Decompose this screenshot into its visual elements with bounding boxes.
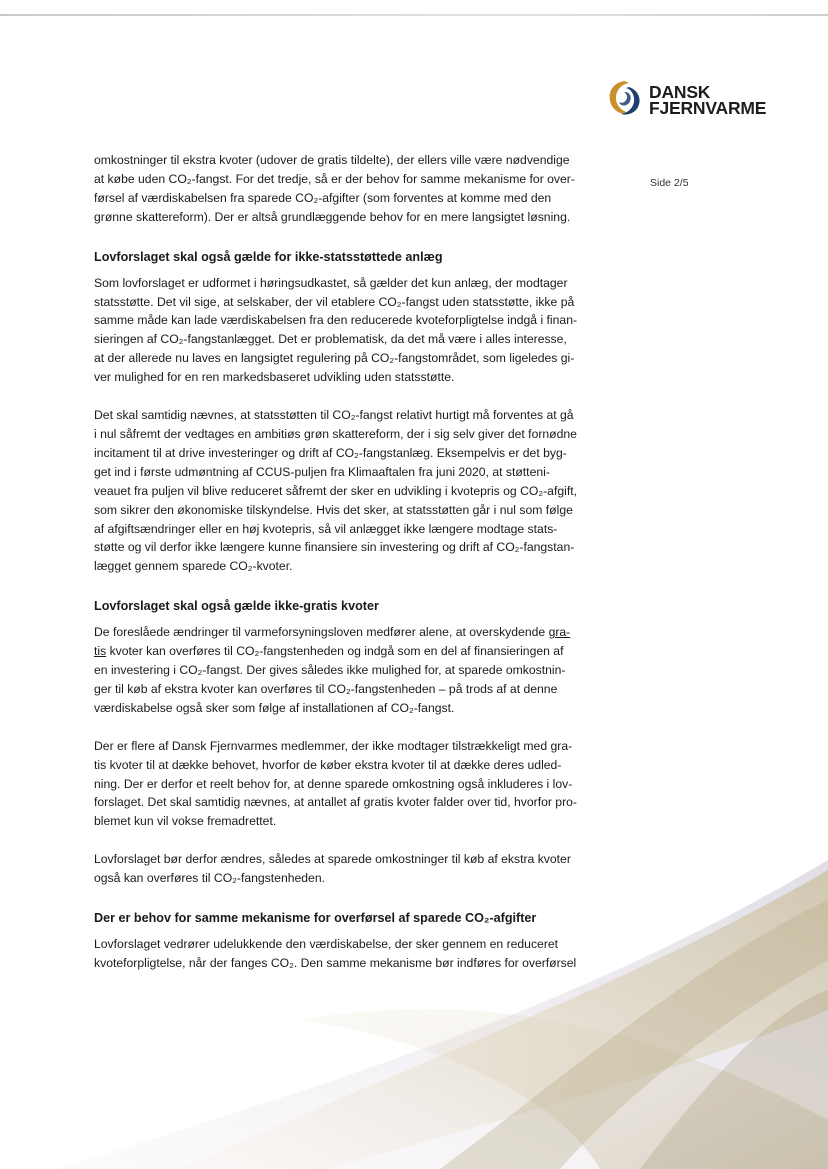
text-line: De foreslåede ændringer til varmeforsyningsloven medfører alene, at overskydende	[94, 625, 549, 640]
text-line: at købe uden CO₂-fangst. For det tredje, så er der behov for samme mekanisme for over-	[94, 171, 575, 186]
paragraph-co2-afgifter	[94, 935, 624, 973]
text-line: Lovforslaget bør derfor ændres, således at sparede omkostninger til køb af ekstra kvoter	[94, 852, 571, 867]
text-line: Lovforslaget vedrører udelukkende den værdiskabelse, der sker gennem en reduceret	[94, 937, 559, 952]
dansk-fjernvarme-logo	[605, 78, 775, 118]
text-line: sieringen af CO₂-fangstanlægget. Det er problematisk, da det må være i alles interesse,	[94, 332, 567, 347]
text-line: blemet kun vil vokse fremadrettet.	[94, 814, 277, 829]
text-line: ger til køb af ekstra kvoter kan overføres til CO₂-fangstenheden – på trods af at denne	[94, 681, 558, 696]
text-line: statsstøtte. Det vil sige, at selskaber, der vil etablere CO₂-fangst uden statsstøtte, ikke på	[94, 294, 575, 309]
text-line: i nul såfremt der vedtages en ambitiøs grøn skattereform, der i sig selv giver det fornødne	[94, 426, 577, 441]
text-line: omkostninger til ekstra kvoter (udover de gratis tildelte), der ellers ville være nødvendige	[94, 153, 570, 167]
text-line: Det skal samtidig nævnes, at statsstøtten til CO₂-fangst relativt hurtigt må forventes at gå	[94, 408, 574, 423]
text-line: værdiskabelse også sker som følge af installationen af CO₂-fangst.	[94, 700, 455, 715]
page-number: Side 2/5	[650, 177, 689, 189]
text-line: get ind i første udmøntning af CCUS-puljen fra Klimaaftalen fra juni 2020, at støtteni-	[94, 464, 550, 479]
text-line: kvoteforpligtelse, når der fanges CO₂. Den samme mekanisme bør indføres for overførsel	[94, 956, 577, 970]
paragraph-medlemmer	[94, 737, 624, 832]
text-line: incitament til at drive investeringer og drift af CO₂-fangstanlæg. Eksempelvis er det byg-	[94, 445, 567, 460]
text-line: Der er flere af Dansk Fjernvarmes medlemmer, der ikke modtager tilstrækkeligt med gra-	[94, 738, 573, 753]
text-line: grønne skattereform). Der er altså grundlæggende behov for en mere langsigtet løsning.	[94, 209, 571, 224]
text-line: støtte og vil derfor ikke længere kunne finansiere sin investering og drift af CO₂-fangstan-	[94, 540, 575, 555]
text-line: ning. Der er derfor et reelt behov for, at denne sparede omkostning også inkluderes i lov-	[94, 776, 573, 791]
dansk-fjernvarme-swirl-icon	[605, 78, 645, 118]
text-line: tis kvoter til at dække behovet, hvorfor de køber ekstra kvoter til at dække deres udled-	[94, 757, 562, 772]
logo-text-line2: FJERNVARME	[649, 98, 767, 118]
text-line: en investering i CO₂-fangst. Der gives således ikke mulighed for, at sparede omkostnin-	[94, 663, 566, 678]
paragraph-intro	[94, 151, 624, 227]
section-heading-co2-afgifter: Der er behov for samme mekanisme for overførsel af sparede CO₂-afgifter	[94, 911, 537, 926]
text-line: også kan overføres til CO₂-fangstenheden.	[94, 871, 325, 886]
text-line: samme måde kan lade værdiskabelsen fra den reducerede kvoteforpligtelse indgå i finan-	[94, 313, 578, 328]
logo-text-line1: DANSK	[649, 82, 711, 102]
paragraph-skattereform	[94, 406, 624, 576]
paragraph-gratis-kvoter	[94, 623, 624, 718]
paragraph-aendring	[94, 850, 624, 888]
text-line: lægget gennem sparede CO₂-kvoter.	[94, 559, 293, 574]
text-line: Som lovforslaget er udformet i høringsudkastet, så gælder det kun anlæg, der modtager	[94, 275, 568, 290]
text-line: forslaget. Det skal samtidig nævnes, at antallet af gratis kvoter falder over tid, hvorfor pro-	[94, 795, 577, 810]
text-line: at der allerede nu laves en langsigtet regulering på CO₂-fangstområdet, som ligeledes gi-	[94, 351, 575, 366]
section-heading-ikke-gratis-kvoter: Lovforslaget skal også gælde ikke-gratis kvoter	[94, 599, 379, 614]
text-line: veauet fra puljen vil blive reduceret såfremt der sker en udvikling i kvotepris og CO₂-afgift,	[94, 483, 577, 498]
underlined-text: gra-	[548, 625, 571, 640]
text-line: af afgiftsændringer eller en høj kvotepris, så vil anlægget ikke længere modtage stats-	[94, 521, 558, 536]
text-line: førsel af værdiskabelsen fra sparede CO₂-afgifter (som forventes at komme med den	[94, 190, 552, 205]
underlined-text: tis	[94, 644, 107, 659]
text-line: som sikrer den økonomiske tilskyndelse. Hvis det sker, at statsstøtten går i nul som følge	[94, 502, 573, 517]
text-line: kvoter kan overføres til CO₂-fangstenheden og indgå som en del af finansieringen af	[106, 644, 564, 659]
text-line: ver mulighed for en ren markedsbaseret udvikling uden statsstøtte.	[94, 370, 455, 385]
paragraph-statsstotte	[94, 274, 624, 387]
document-body	[94, 151, 624, 973]
section-heading-ikke-statsstottede: Lovforslaget skal også gælde for ikke-statsstøttede anlæg	[94, 249, 443, 264]
